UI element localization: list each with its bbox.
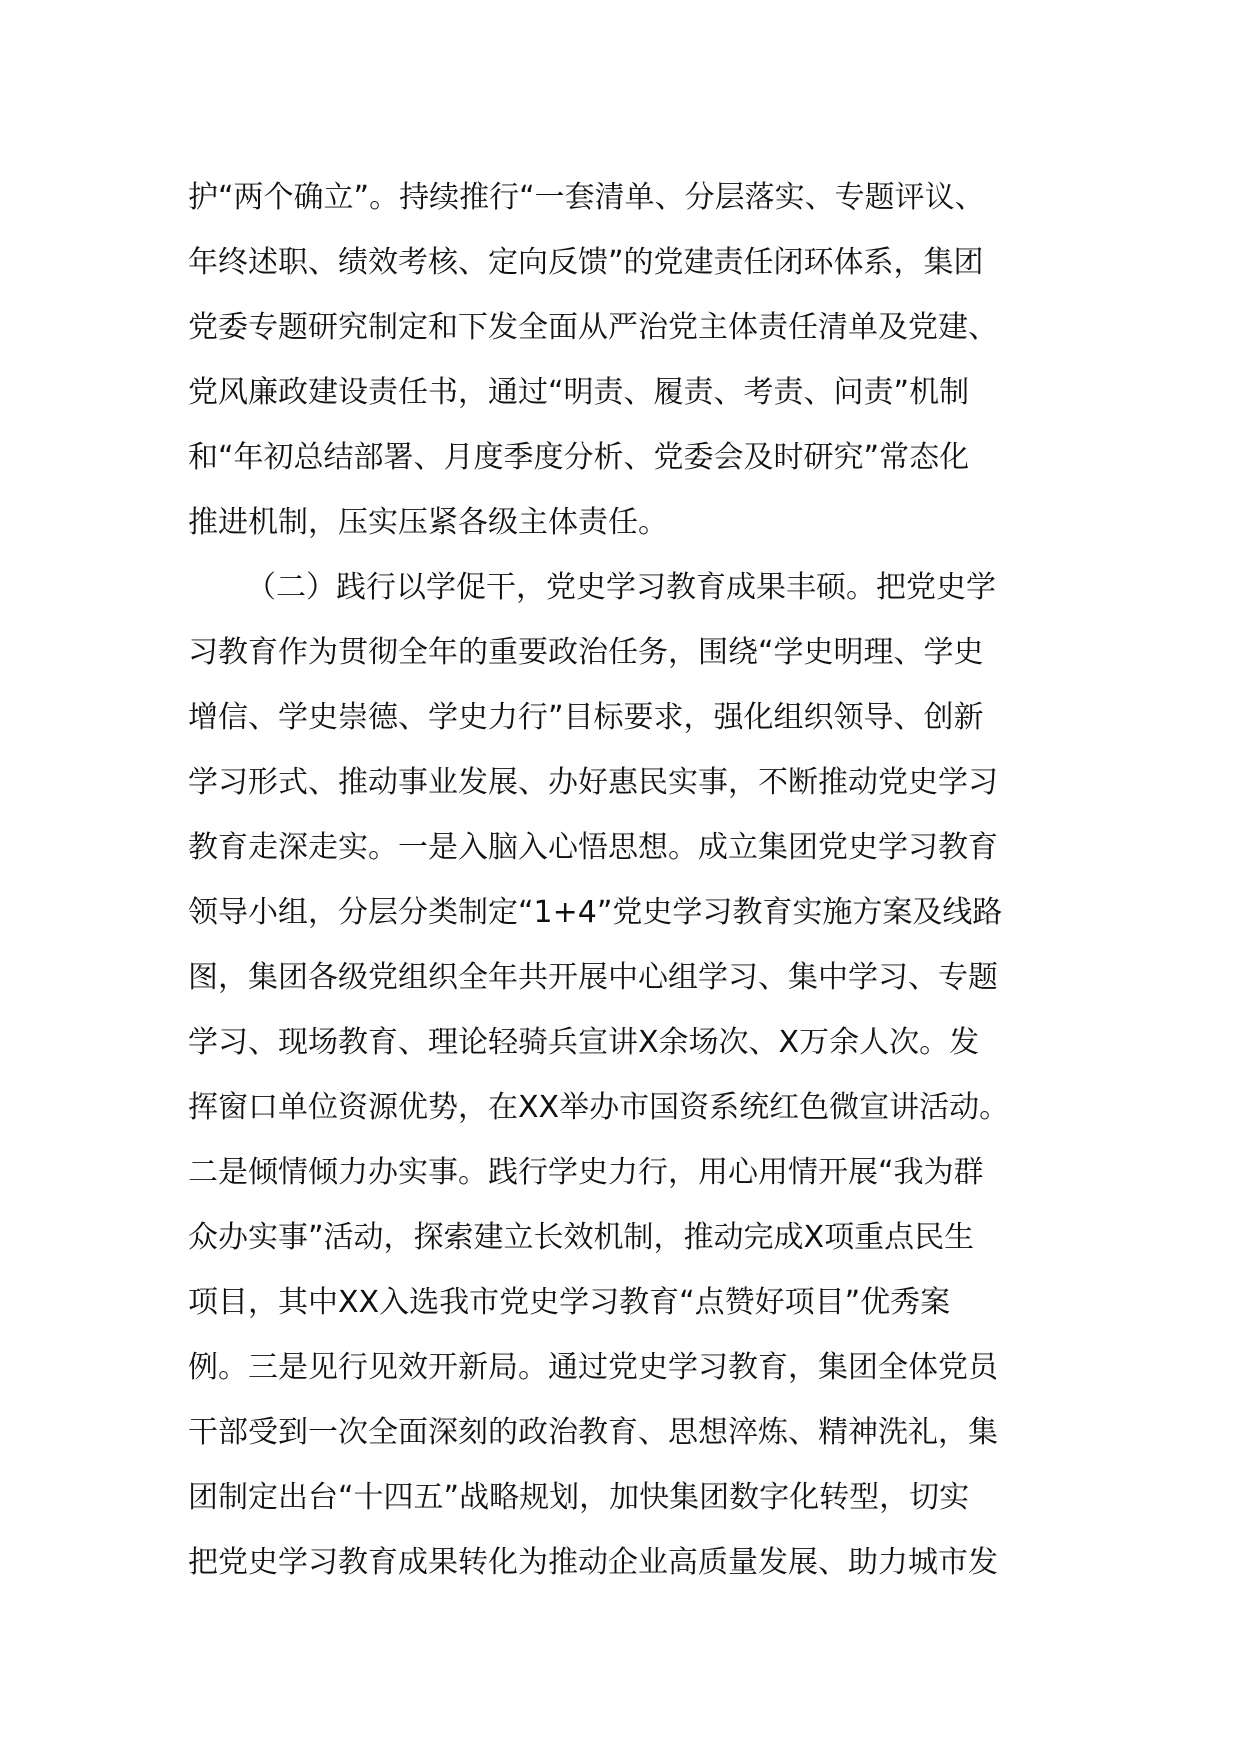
text-line: 团制定出台“十四五”战略规划，加快集团数字化转型，切实	[188, 1480, 970, 1515]
text-line: 和“年初总结部署、月度季度分析、党委会及时研究”常态化	[188, 440, 970, 475]
text-line: 例。三是见行见效开新局。通过党史学习教育，集团全体党员	[188, 1350, 998, 1385]
body-text	[188, 165, 1068, 1595]
text-line: 护“两个确立”。持续推行“一套清单、分层落实、专题评议、	[188, 180, 985, 215]
text-line: 党风廉政建设责任书，通过“明责、履责、考责、问责”机制	[188, 375, 970, 410]
text-line: 教育走深走实。一是入脑入心悟思想。成立集团党史学习教育	[188, 830, 998, 865]
text-line: 图，集团各级党组织全年共开展中心组学习、集中学习、专题	[188, 960, 998, 995]
text-line: 项目，其中XX入选我市党史学习教育“点赞好项目”优秀案	[188, 1285, 951, 1320]
text-line: 学习形式、推动事业发展、办好惠民实事，不断推动党史学习	[188, 765, 998, 800]
text-line: 挥窗口单位资源优势，在XX举办市国资系统红色微宣讲活动。	[188, 1090, 1010, 1125]
text-line: 干部受到一次全面深刻的政治教育、思想淬炼、精神洗礼，集	[188, 1415, 998, 1450]
text-line: 党委专题研究制定和下发全面从严治党主体责任清单及党建、	[188, 310, 998, 345]
text-line: 二是倾情倾力办实事。践行学史力行，用心用情开展“我为群	[188, 1155, 984, 1190]
text-line: 年终述职、绩效考核、定向反馈”的党建责任闭环体系，集团	[188, 245, 984, 280]
text-line: 领导小组，分层分类制定“1+4”党史学习教育实施方案及线路	[188, 895, 1003, 930]
section-heading-line: （二）践行以学促干，党史学习教育成果丰硕。把党史学	[246, 570, 996, 605]
text-line: 学习、现场教育、理论轻骑兵宣讲X余场次、X万余人次。发	[188, 1025, 980, 1060]
text-line: 众办实事”活动，探索建立长效机制，推动完成X项重点民生	[188, 1220, 975, 1255]
text-line: 习教育作为贯彻全年的重要政治任务，围绕“学史明理、学史	[188, 635, 984, 670]
text-line: 把党史学习教育成果转化为推动企业高质量发展、助力城市发	[188, 1545, 998, 1580]
text-line: 增信、学史崇德、学史力行”目标要求，强化组织领导、创新	[188, 700, 984, 735]
text-line: 推进机制，压实压紧各级主体责任。	[188, 505, 668, 540]
